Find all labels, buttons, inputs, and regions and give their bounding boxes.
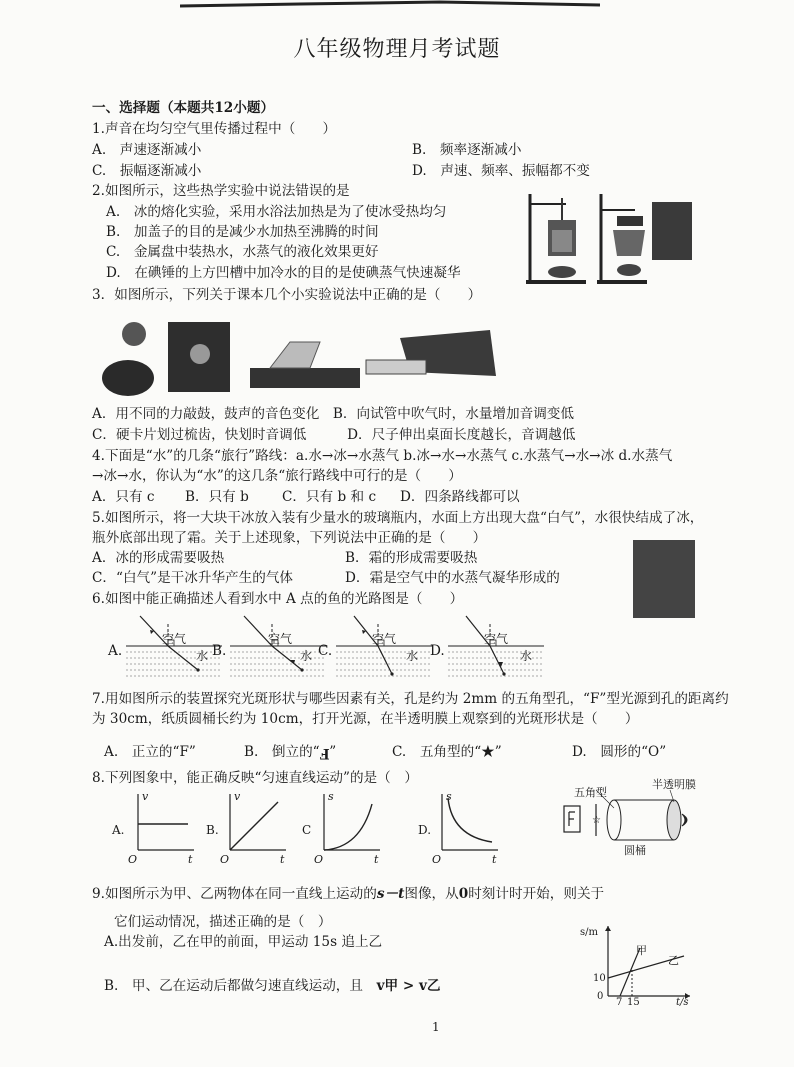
q7-option-b (244, 744, 336, 761)
q1-stem: 1.声音在均匀空气里传播过程中（ ） (92, 121, 337, 137)
q9-stem-part1: 9.如图所示为甲、乙两物体在同一直线上运动的 (92, 886, 377, 902)
q8-label-d: D. (418, 823, 432, 837)
q1-option-c: C. 振幅逐渐减小 (92, 163, 202, 179)
q8-label-c: C (302, 823, 312, 837)
q8-graph-c (316, 790, 384, 860)
q6-water-label-b: 水 (300, 649, 313, 663)
q1-option-d: D. 声速、频率、振幅都不变 (412, 163, 590, 179)
q4-option-d: D．四条路线都可以 (400, 489, 520, 505)
q1-option-a: A. 声速逐渐减小 (92, 142, 202, 158)
q4-stem-line2: →冰→水，你认为“水”的这几条“旅行路线中可行的是（ ） (92, 468, 462, 484)
q7-option-b-suffix: ” (329, 744, 337, 760)
q3-options-line1: A．用不同的力敲鼓，鼓声的音色变化 B．向试管中吹气时，水量增加音调变低 (92, 406, 574, 422)
q4-stem-line1: 4.下面是“水”的几条“旅行”路线：a.水→冰→水蒸气 b.冰→水→水蒸气 c.水蒸气→水→冰 d.水蒸气 (92, 448, 673, 464)
q8-t-label-b: t (280, 853, 285, 866)
q4-option-b: B．只有 b (185, 489, 249, 505)
q2-option-d: D. 在碘锤的上方凹槽中加冷水的目的是使碘蒸气快速凝华 (106, 265, 461, 281)
q6-label-d: D. (430, 643, 445, 659)
apparatus-tube-label: 圆桶 (624, 844, 646, 857)
iodine-hammer-image (652, 202, 692, 260)
svg-text:☆: ☆ (592, 815, 601, 826)
q9-option-a: A.出发前，乙在甲的前面，甲运动 15s 追上乙 (104, 934, 383, 950)
q6-water-label-c: 水 (406, 649, 419, 663)
q2-stem: 2.如图所示，这些热学实验中说法错误的是 (92, 183, 350, 199)
apparatus-membrane-label: 半透明膜 (652, 778, 696, 791)
q9-graph-ylabel: s/m (580, 927, 598, 938)
q9-st-symbol: s－t (376, 886, 405, 902)
q9-graph-y10: 10 (593, 973, 606, 984)
q5-stem-line2: 瓶外底部出现了霜。关于上述现象，下列说法中正确的是（ ） (92, 530, 487, 546)
q8-axis-label-c: s (328, 790, 334, 803)
q8-axis-label-a: v (142, 790, 149, 803)
q6-air-label-c: 空气 (372, 632, 397, 646)
q7-stem-line2: 为 30cm，纸质圆桶长约为 10cm，打开光源，在半透明膜上观察到的光斑形状是（ ） (92, 711, 639, 727)
q6-air-label-b: 空气 (268, 632, 293, 646)
q6-air-label-d: 空气 (484, 632, 509, 646)
q5-stem-line1: 5.如图所示，将一大块干冰放入装有少量水的玻璃瓶内，水面上方出现大盘“白气”，水很快结成了冰， (92, 510, 704, 526)
q3-experiment-photos (100, 312, 500, 398)
q9-graph-x7: 7 (616, 997, 623, 1008)
q3-options-line2: C．硬卡片划过梳齿，快划时音调低 D．尺子伸出桌面长度越长，音调越低 (92, 427, 576, 443)
q3-stem: 3．如图所示，下列关于课本几个小实验说法中正确的是（ ） (92, 287, 482, 303)
q4-option-c: C．只有 b 和 c (282, 489, 377, 505)
scan-edge-mark (180, 0, 600, 8)
q9-graph-origin: 0 (597, 991, 604, 1002)
q8-origin-b: O (220, 853, 230, 866)
q7-option-a: A. 正立的“F” (104, 744, 196, 760)
q7-option-d: D. 圆形的“O” (572, 744, 667, 760)
q8-label-a: A. (112, 823, 125, 837)
q5-option-c: C．“白气”是干冰升华产生的气体 (92, 570, 294, 586)
q6-water-label-a: 水 (196, 649, 209, 663)
q6-stem: 6.如图中能正确描述人看到水中 A 点的鱼的光路图是（ ） (92, 591, 464, 607)
q8-graph-b (222, 790, 290, 860)
q8-origin-a: O (128, 853, 138, 866)
q8-t-label-c: t (374, 853, 379, 866)
q8-axis-label-b: v (234, 790, 241, 803)
apparatus-pentagram-label: 五角型 (574, 786, 607, 799)
ice-melting-apparatus-image (522, 190, 590, 286)
q4-option-a: A．只有 c (92, 489, 155, 505)
q7-stem-line1: 7.用如图所示的装置探究光斑形状与哪些因素有关，孔是约为 2mm 的五角型孔，“F”型光源到孔的距离约 (92, 691, 729, 707)
q9-option-b-text: B. 甲、乙在运动后都做匀速直线运动，且 (104, 978, 363, 994)
q8-origin-d: O (432, 853, 442, 866)
q8-t-label-a: t (188, 853, 193, 866)
q9-graph-yi-label: 乙 (668, 954, 679, 967)
q9-velocity-formula: v甲 > v乙 (376, 978, 441, 994)
q5-option-a: A．冰的形成需要吸热 (92, 550, 225, 566)
q9-stem-part2: 图像，从 (404, 886, 459, 902)
q9-option-b (104, 978, 440, 995)
q8-label-b: B. (206, 823, 219, 837)
q7-option-b-prefix: B. 倒立的“ (244, 744, 320, 760)
q5-option-b: B．霜的形成需要吸热 (345, 550, 478, 566)
q8-axis-label-d: s (446, 790, 452, 803)
q9-graph-jia-label: 甲 (636, 944, 647, 957)
q9-stem-line1 (92, 886, 604, 903)
q9-stem-line2: 它们运动情况，描述正确的是（ ） (114, 914, 332, 930)
q2-option-b: B. 加盖子的目的是减少水加热至沸腾的时间 (106, 224, 379, 240)
q9-graph-xlabel: t/s (676, 997, 689, 1008)
exam-title: 八年级物理月考试题 (293, 37, 501, 62)
dry-ice-bottle-image (633, 540, 695, 618)
q6-air-label-a: 空气 (162, 632, 187, 646)
q8-graph-d (434, 790, 502, 860)
q6-water-label-d: 水 (520, 649, 533, 663)
q9-zero: 0 (458, 886, 469, 902)
q7-option-c: C. 五角型的“★” (392, 744, 502, 760)
q9-stem-part3: 时刻计时开始，则关于 (468, 886, 605, 902)
q9-graph-x15: 15 (627, 997, 640, 1008)
q5-option-d: D．霜是空气中的水蒸气凝华形成的 (345, 570, 560, 586)
q8-stem: 8.下列图象中，能正确反映“匀速直线运动”的是（ ） (92, 770, 418, 786)
section-heading: 一、选择题（本题共12小题） (92, 100, 275, 116)
q8-t-label-d: t (492, 853, 497, 866)
q8-origin-c: O (314, 853, 324, 866)
q7-inverted-f-glyph: F (319, 745, 330, 761)
q2-option-a: A. 冰的熔化实验，采用水浴法加热是为了使冰受热均匀 (106, 204, 447, 220)
q2-option-c: C. 金属盘中装热水，水蒸气的液化效果更好 (106, 244, 379, 260)
q8-graph-a (130, 790, 198, 860)
q1-option-b: B. 频率逐渐减小 (412, 142, 522, 158)
boiling-apparatus-image (595, 190, 650, 286)
q6-label-b: B. (212, 643, 227, 659)
q6-label-c: C. (318, 643, 333, 659)
page-number: 1 (432, 1020, 440, 1034)
q6-label-a: A. (108, 643, 123, 659)
